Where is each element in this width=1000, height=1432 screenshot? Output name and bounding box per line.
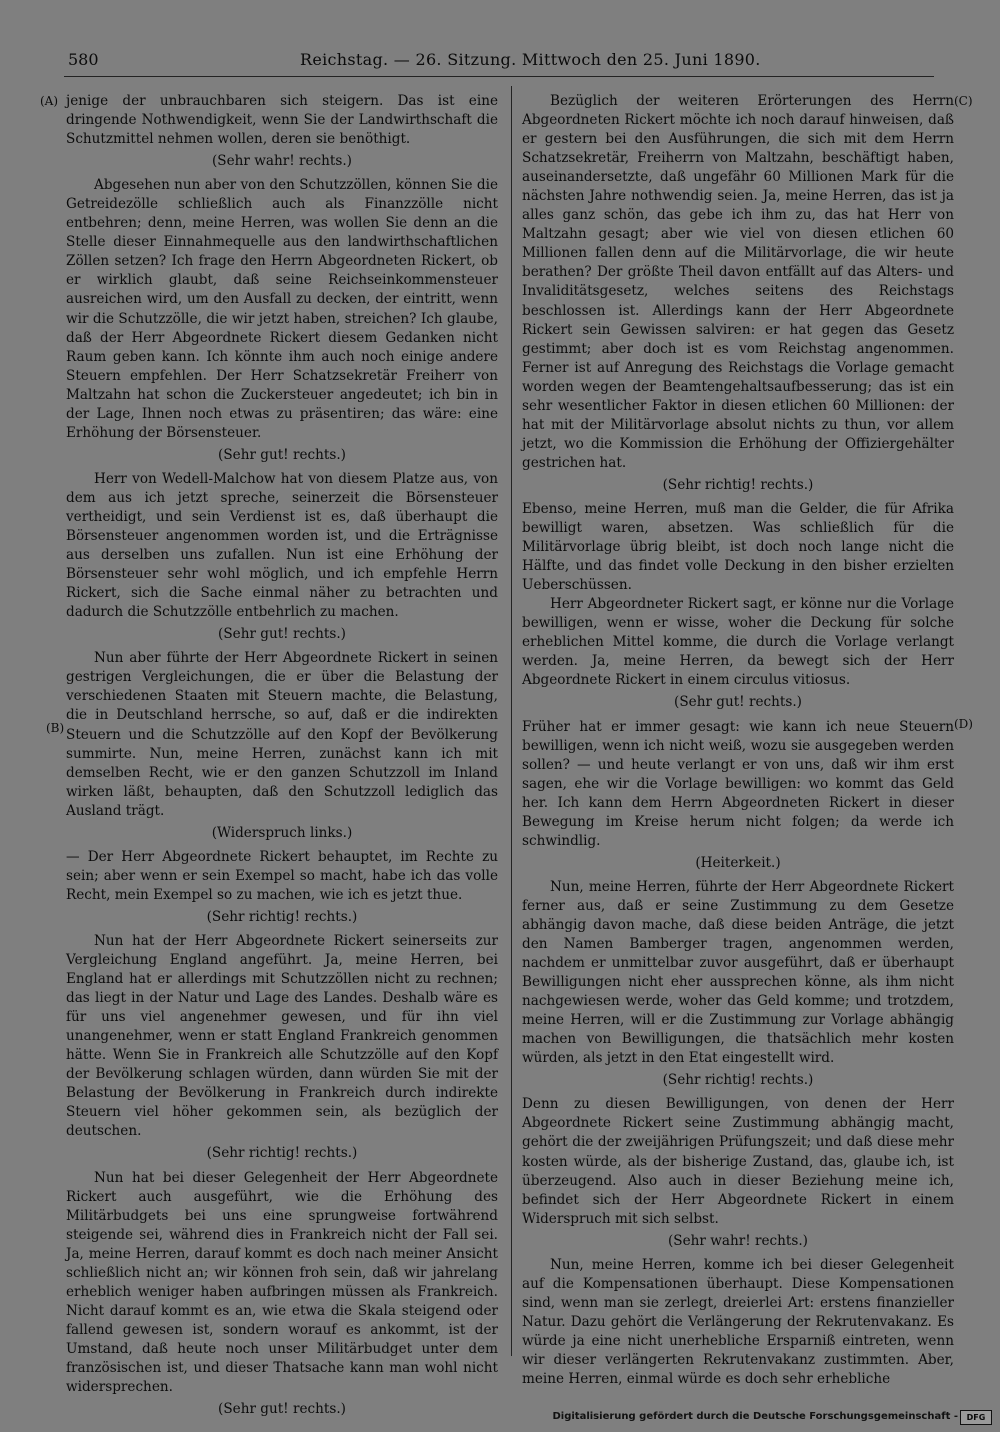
header-rule bbox=[64, 76, 934, 77]
column-divider bbox=[511, 86, 512, 1356]
paragraph: — Der Herr Abgeordnete Rickert behauptet, im Rechte zu sein; aber wenn er sein Exempel so macht, habe ich das volle Recht, mein Exempel so zu machen, wie ich es jetzt thue. bbox=[66, 848, 498, 903]
dfg-logo: DFG bbox=[960, 1410, 992, 1425]
interjection: (Heiterkeit.) bbox=[695, 854, 781, 871]
interjection: (Sehr gut! rechts.) bbox=[218, 446, 346, 463]
right-column bbox=[522, 92, 954, 1388]
paragraph: Abgesehen nun aber von den Schutzzöllen, können Sie die Getreidezölle schließlich auch als Finanzzölle nicht entbehren; denn, meine Herren, was wollen Sie denn an die Stelle dieser Einnahmequelle aus den landwirthschaftlichen Zöllen setzen? Ich frage den Herrn Abgeordneten Rickert, ob er wirklich glaubt, daß seine Reichseinkommensteuer ausreichen wird, um den Ausfall zu decken, der eintritt, wenn wir die Schutzzölle, die wir jetzt haben, streichen? Ich glaube, daß der Herr Abgeordnete Rickert diesem Gedanken nicht Raum geben kann. Ich könnte ihm auch noch einige andere Steuern empfehlen. Der Herr Schatzsekretär Freiherr von Maltzahn hat schon die Zuckersteuer angedeutet; ich bin in der Lage, Ihnen noch etwas zu präsentiren; das wäre: eine Erhöhung der Börsensteuer. bbox=[66, 177, 498, 441]
margin-marker-c: (C) bbox=[954, 94, 973, 108]
paragraph: Nun hat bei dieser Gelegenheit der Herr Abgeordnete Rickert auch ausgeführt, wie die Erhöhung des Militärbudgets bei uns eine sprungweise fortwährend steigende sei, während dies in Frankreich nicht der Fall sei. Ja, meine Herren, darauf kommt es doch nach meiner Ansicht schließlich nicht an; wir können froh sein, daß wir jahrelang erheblich weniger haben aufbringen müssen als Frankreich. Nicht darauf kommt es an, wie etwa die Skala steigend oder fallend gewesen ist, sondern worauf es ankommt, ist der Umstand, daß heute noch unser Militärbudget unter dem französischen ist, und dieser Thatsache kann man wohl nicht widersprechen. bbox=[66, 1169, 498, 1396]
interjection: (Sehr wahr! rechts.) bbox=[668, 1232, 808, 1249]
interjection: (Sehr gut! rechts.) bbox=[674, 694, 802, 711]
page-footer bbox=[0, 1411, 1000, 1427]
paragraph: Früher hat er immer gesagt: wie kann ich neue Steuern bewilligen, wenn ich nicht weiß, wozu sie ausgegeben werden sollen? — und heute verlangt er von uns, daß wir ihm erst sagen, ehe wir die Vorlage bewilligen: wo kommt das Geld her. Ich kann dem Herrn Abgeordneten Rickert in dieser Bewegung im Kreise herum nicht folgen; da werde ich schwindlig. bbox=[522, 718, 954, 849]
interjection: (Sehr richtig! rechts.) bbox=[206, 1145, 358, 1162]
paragraph: jenige der unbrauchbaren sich steigern. Das ist eine dringende Nothwendigkeit, wenn Sie der Landwirthschaft die Schutzmittel nehmen wollen, deren sie benöthigt. bbox=[66, 93, 498, 148]
paragraph: Herr von Wedell-Malchow hat von diesem Platze aus, von dem aus ich jetzt spreche, seinerzeit die Börsensteuer vertheidigt, und sein Verdienst ist es, daß überhaupt die Börsensteuer angenommen worden ist, und die Erträgnisse aus derselben uns zufallen. Nun ist eine Erhöhung der Börsensteuer sehr wohl möglich, und ich empfehle Herrn Rickert, sich die Sache einmal näher zu betrachten und dadurch die Schutzzölle entbehrlich zu machen. bbox=[66, 470, 498, 621]
paragraph: Ebenso, meine Herren, muß man die Gelder, die für Afrika bewilligt waren, absetzen. Was schließlich für die Militärvorlage übrig bleibt, ist doch noch lange nicht die Hälfte, und das findet volle Deckung in den bisher erzielten Ueberschüssen. bbox=[522, 500, 954, 594]
interjection: (Sehr gut! rechts.) bbox=[218, 626, 346, 643]
paragraph: Nun, meine Herren, komme ich bei dieser Gelegenheit auf die Kompensationen überhaupt. Diese Kompensationen sind, wenn man sie zerlegt, dreierlei Art: erstens finanzieller Natur. Dazu gehört die Verlängerung der Rekrutenvakanz. Es würde ja eine nicht unerhebliche Ersparniß eintreten, wenn wir dieser verlängerten Rekrutenvakanz zustimmten. Aber, meine Herren, einmal würde es doch sehr erhebliche bbox=[522, 1256, 954, 1388]
paragraph: Nun aber führte der Herr Abgeordnete Rickert in seinen gestrigen Vergleichungen, die er über die Belastung der verschiedenen Staaten mit Steuern machte, die Belastung, die in Deutschland herrsche, so auf, daß er die indirekten Steuern und die Schutzzölle auf den Kopf der Bevölkerung summirte. Nun, meine Herren, zunächst kann ich mit demselben Recht, wie er den ganzen Schutzzoll im Inland wirken läßt, behaupten, daß den Schutzzoll lediglich das Ausland trägt. bbox=[66, 650, 498, 819]
interjection: (Sehr richtig! rechts.) bbox=[662, 1072, 814, 1089]
paragraph: Nun hat der Herr Abgeordnete Rickert seinerseits zur Vergleichung England angeführt. Ja, meine Herren, bei England hat er allerdings mit Schutzzöllen nicht zu rechnen; das liegt in der Natur und Lage des Landes. Deshalb wäre es für uns viel angenehmer gewesen, und für ihn viel unangenehmer, wenn er statt England Frankreich genommen hätte. Wenn Sie in Frankreich alle Schutzzölle auf den Kopf der Bevölkerung schlagen würden, dann würden Sie mit der Belastung der Bevölkerung in Frankreich durch indirekte Steuern viel höher gekommen sein, als bezüglich der deutschen. bbox=[66, 932, 498, 1140]
paragraph: Nun, meine Herren, führte der Herr Abgeordnete Rickert ferner aus, daß er seine Zustimmung zu dem Gesetze abhängig davon mache, daß diese beiden Anträge, die jetzt den Namen Bamberger tragen, angenommen werden, nachdem er unmittelbar zuvor ausgeführt, daß er überhaupt Bewilligungen nicht eher aussprechen könne, als ihm nicht nachgewiesen werde, woher das Geld komme; und trotzdem, meine Herren, will er die Zustimmung zur Vorlage abhängig machen von Bewilligungen, die thatsächlich mehr kosten würden, als jetzt in den Etat eingestellt wird. bbox=[522, 878, 954, 1067]
running-head: Reichstag. — 26. Sitzung. Mittwoch den 25. Juni 1890. bbox=[300, 50, 761, 69]
margin-marker-a: (A) bbox=[40, 94, 59, 108]
margin-marker-b: (B) bbox=[46, 721, 65, 735]
left-column bbox=[66, 92, 498, 1418]
interjection: (Sehr richtig! rechts.) bbox=[206, 908, 358, 925]
page-number: 580 bbox=[68, 50, 99, 69]
digitization-credit: Digitalisierung gefördert durch die Deutsche Forschungsgemeinschaft - bbox=[552, 1411, 958, 1422]
paragraph: Bezüglich der weiteren Erörterungen des Herrn Abgeordneten Rickert möchte ich noch darauf hinweisen, daß er gestern bei den Ausführungen, die sich mit dem Herrn Schatzsekretär, Freiherrn von Maltzahn, beschäftigt haben, auseinandersetzte, daß ungefähr 60 Millionen Mark für die nächsten Jahre nothwendig seien. Ja, meine Herren, das ist ja alles ganz schön, das gebe ich ihm zu, das hat Herr von Maltzahn gesagt; aber wie viel von diesen etlichen 60 Millionen fallen denn auf die Militärvorlage, die wir heute berathen? Der größte Theil davon entfällt auf das Alters- und Invaliditätsgesetz, welches seitens des Reichstags beschlossen ist. Allerdings kann der Herr Abgeordnete Rickert sein Gewissen salviren: er hat gegen das Gesetz gestimmt; aber doch ist es vom Reichstag angenommen. Ferner ist auf Anregung des Reichstags die Vorlage gemacht worden wegen der Beamtengehaltsaufbesserung; das ist ein sehr wesentlicher Faktor in diesen etlichen 60 Millionen: der hat mit der Militärvorlage absolut nichts zu thun, vor allem jetzt, wo die Kommission die Erhöhung der Offiziergehälter gestrichen hat. bbox=[522, 93, 954, 471]
margin-marker-d: (D) bbox=[954, 717, 973, 731]
interjection: (Widerspruch links.) bbox=[211, 824, 353, 841]
page-header bbox=[68, 48, 928, 74]
interjection: (Sehr wahr! rechts.) bbox=[212, 153, 352, 170]
interjection: (Sehr richtig! rechts.) bbox=[662, 476, 814, 493]
paragraph: Denn zu diesen Bewilligungen, von denen der Herr Abgeordnete Rickert seine Zustimmung abhängig macht, gehört die der zweijährigen Prüfungszeit; und daß diese mehr kosten würde, als der bisherige Zustand, das, glaube ich, ist überzeugend. Also auch in dieser Beziehung meine ich, befindet sich der Herr Abgeordnete Rickert in einem Widerspruch mit sich selbst. bbox=[522, 1096, 954, 1227]
interjection: (Sehr gut! rechts.) bbox=[218, 1401, 346, 1418]
paragraph: Herr Abgeordneter Rickert sagt, er könne nur die Vorlage bewilligen, wenn er wisse, woher die Deckung für solche erheblichen Mittel komme, die durch die Vorlage verlangt werden. Ja, meine Herren, da bewegt sich der Herr Abgeordnete Rickert in einem circulus vitiosus. bbox=[522, 596, 954, 689]
